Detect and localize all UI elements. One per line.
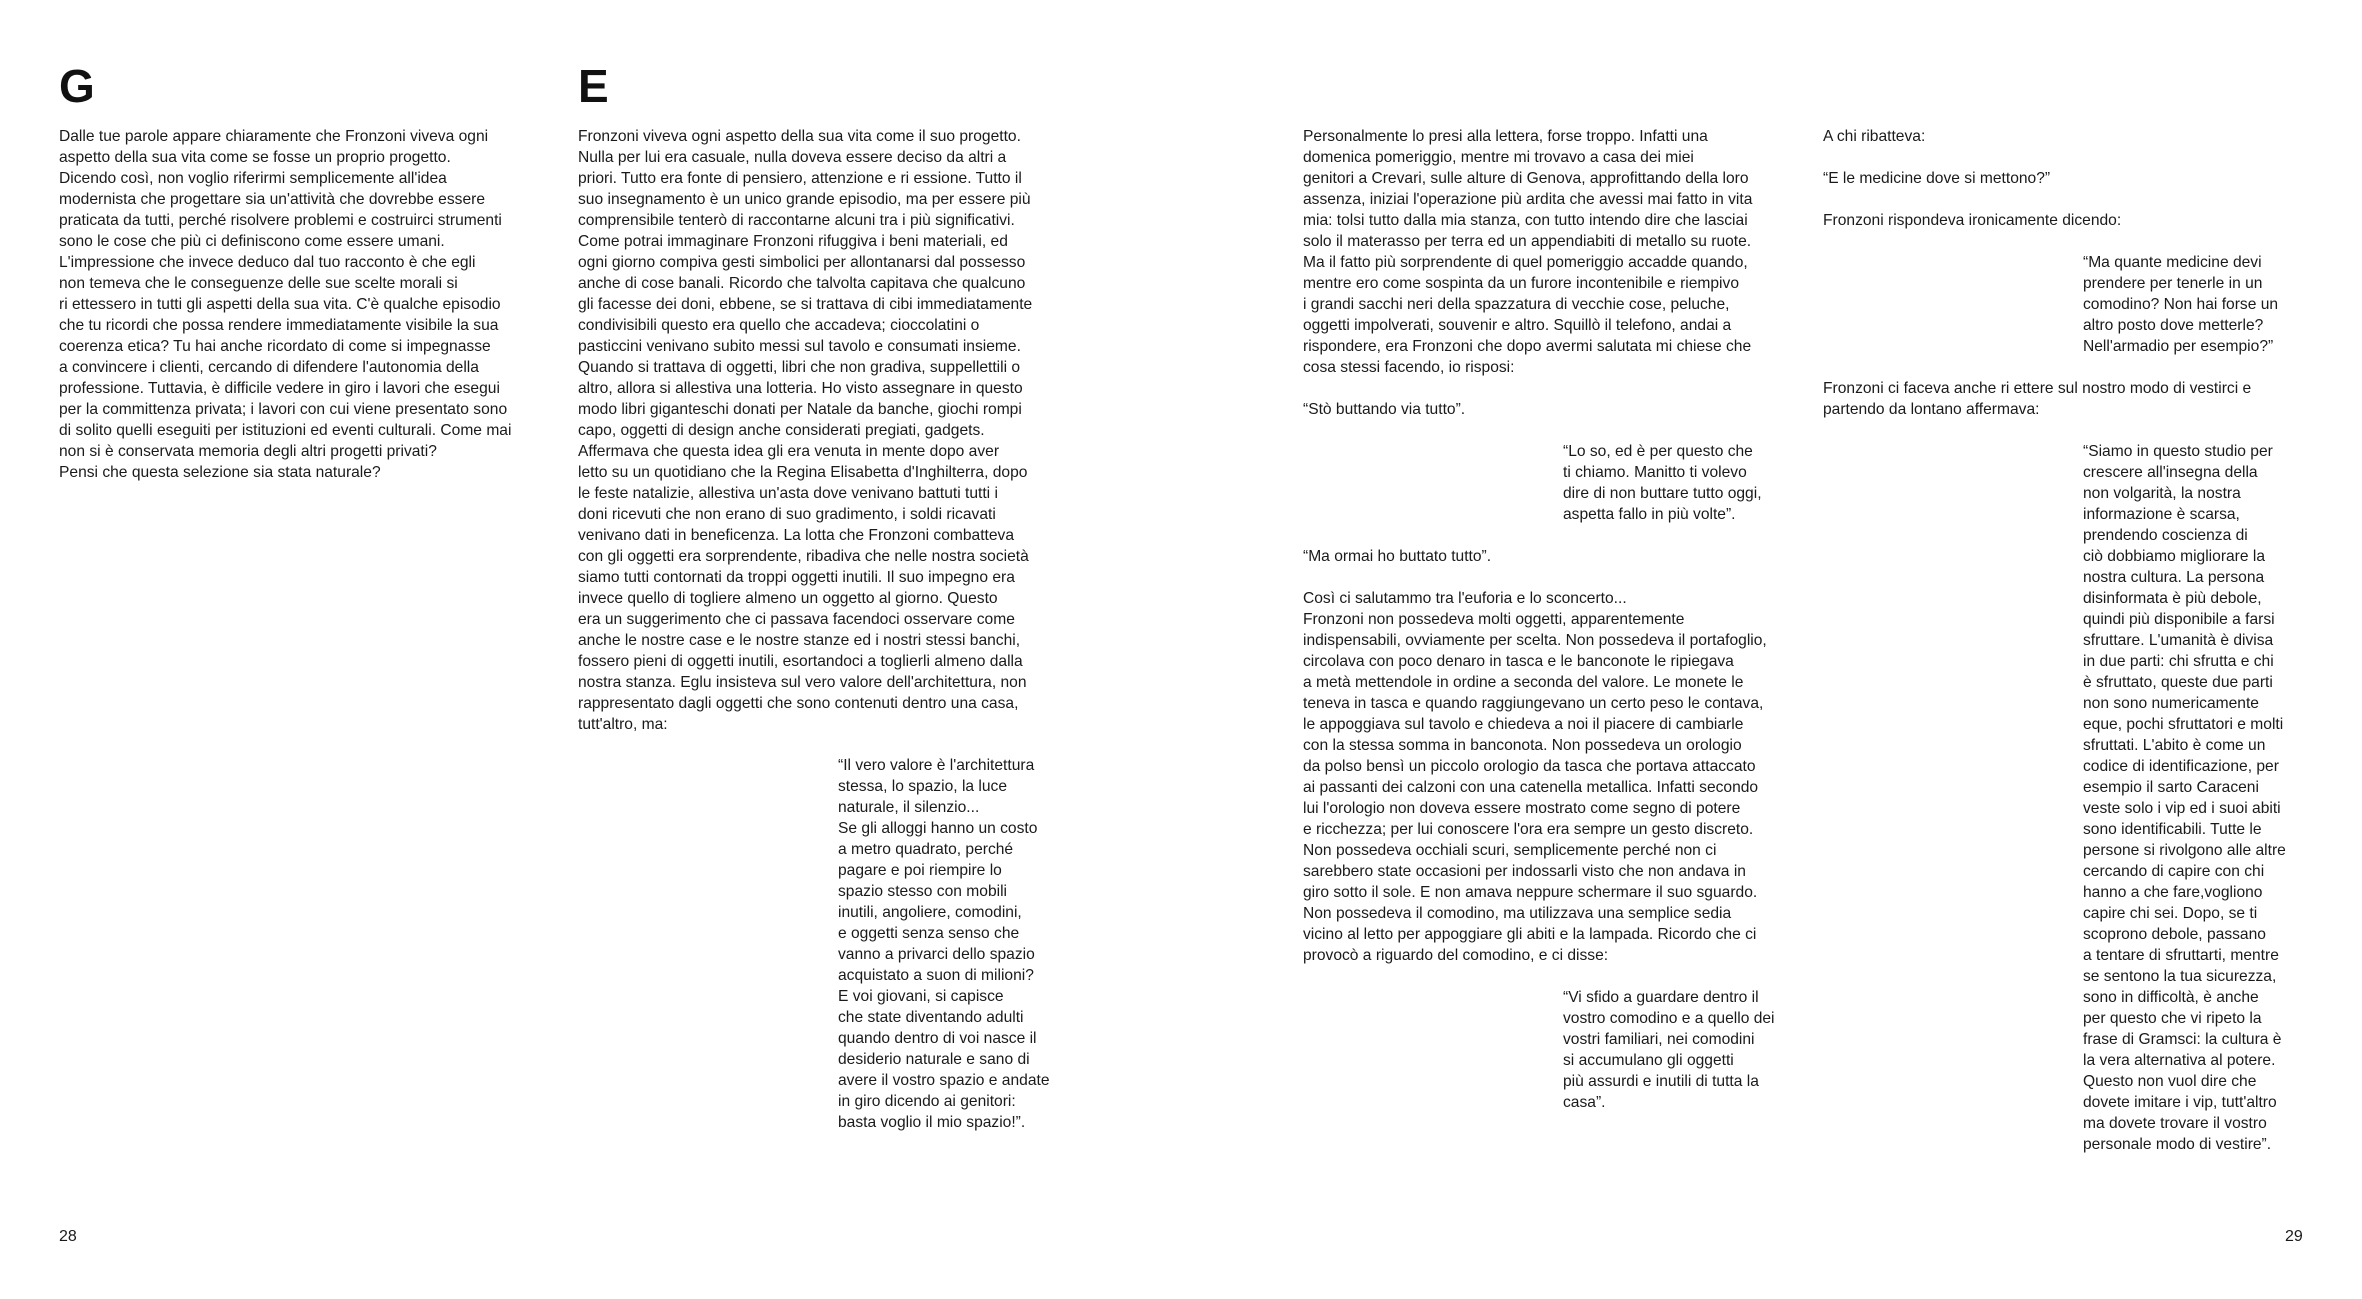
story-column [1303, 126, 1823, 1113]
section-letter-g: G [59, 60, 95, 112]
answer-paragraph: Fronzoni viveva ogni aspetto della sua vita come il suo progetto. Nulla per lui era casuale, nulla doveva essere deciso da altri a priori. Tutto era fonte di pensiero, attenzione e ri essione. Tutto il suo insegnamento è un unico grande episodio, ma per essere più comprensibile tenterò di raccontarne alcuni tra i più significativi. Come potrai immaginare Fronzoni rifuggiva i beni materiali, ed ogni giorno compiva gesti simbolici per allontanarsi dal possesso anche di cose banali. Ricordo che talvolta capitava che qualcuno gli facesse dei doni, ebbene, se si trattava di cibi immediatamente condivisibili questo era quello che accadeva; cioccolatini o pasticcini venivano subito messi sul tavolo e consumati insieme. Quando si trattava di oggetti, libri che non gradiva, suppellettili o altro, allora si allestiva una lotteria. Ho visto assegnare in questo modo libri giganteschi donati per Natale da banche, giochi rompi capo, oggetti di design anche considerati pregiati, gadgets. Affermava che questa idea gli era venuta in mente dopo aver letto su un quotidiano che la Regina Elisabetta d'Inghilterra, dopo le feste natalizie, allestiva un'asta dove venivano battuti tutti i doni ricevuti che non erano di suo gradimento, i soldi ricavati venivano dati in beneficenza. La lotta che Fronzoni combatteva con gli oggetti era sorprendente, ribadiva che nelle nostra società siamo tutti contornati da troppi oggetti inutili. Il suo impegno era invece quello di togliere almeno un oggetto al giorno. Questo era un suggerimento che ci passava facendoci osservare come anche le nostre case e le nostre stanze ed i nostri stessi banchi, fossero pieni di oggetti inutili, esortandoci a toglierli almeno dalla nostra stanza. Eglu insisteva sul vero valore dell'architettura, non rappresentato dagli oggetti che sono contenuti dentro una casa, tutt'altro, ma: [578, 128, 1033, 733]
culture-quote: “Siamo in questo studio per crescere all'insegna della non volgarità, la nostra informazione è scarsa, prendendo coscienza di ciò dobbiamo migliorare la nostra cultura. La persona disinformata è più debole, quindi più disponibile a farsi sfruttare. L'umanità è divisa in due parti: chi sfrutta e chi è sfruttato, queste due parti non sono numericamente eque, pochi sfruttatori e molti sfruttati. L'abito è come un codice di identificazione, per esempio il sarto Caraceni veste solo i vip ed i suoi abiti sono identificabili. Tutte le persone si rivolgono alle altre cercando di capire con chi hanno a che fare,vogliono capire chi sei. Dopo, se ti scoprono debole, passano a tentare di sfruttarti, mentre se sentono la tua sicurezza, sono in difficoltà, è anche per questo che vi ripeto la frase di Gramsci: la cultura è la vera alternativa al potere. Questo non vuol dire che dovete imitare i vip, tutt'altro ma dovete trovare il vostro personale modo di vestire”. [2083, 443, 2286, 1153]
clothing-intro: Fronzoni ci faceva anche ri ettere sul nostro modo di vestirci e partendo da lontano affermava: [1823, 380, 2252, 418]
question-column [59, 126, 569, 483]
phone-quote: “Lo so, ed è per questo che ti chiamo. Manitto ti volevo dire di non buttare tutto oggi, aspetta fallo in più volte”. [1563, 443, 1762, 523]
architecture-quote: “Il vero valore è l'architettura stessa, lo spazio, la luce naturale, il silenzio... Se gli alloggi hanno un costo a metro quadrato, perché pagare e poi riempire lo spazio stesso con mobili inutili, angoliere, comodini, e oggetti senza senso che vanno a privarci dello spazio acquistato a suon di milioni? E voi giovani, si capisce che state diventando adulti quando dentro di voi nasce il desiderio naturale e sano di avere il vostro spazio e andate in giro dicendo ai genitori: basta voglio il mio spazio!”. [838, 757, 1050, 1131]
comodino-quote: “Vi sfido a guardare dentro il vostro comodino e a quello dei vostri familiari, nei comodini si accumulano gli oggetti più assurdi e inutili di tutta la casa”. [1563, 989, 1775, 1111]
question-paragraph: Dalle tue parole appare chiaramente che Fronzoni viveva ogni aspetto della sua vita come se fosse un proprio progetto. Dicendo così, non voglio riferirmi semplicemente all'idea modernista che progettare sia un'attività che dovrebbe essere praticata da tutti, perché risolvere problemi e costruirci strumenti sono le cose che più ci definiscono come essere umani. L'impressione che invece deduco dal tuo racconto è che egli non temeva che le conseguenze delle sue scelte morali si ri ettessero in tutti gli aspetti della sua vita. C'è qualche episodio che tu ricordi che possa rendere immediatamente visibile la sua coerenza etica? Tu hai anche ricordato di come si impegnasse a convincere i clienti, cercando di difendere l'autonomia della professione. Tuttavia, è difficile vedere in giro i lavori che esegui per la committenza privata; i lavori con cui viene presentato sono di solito quelli eseguiti per istituzioni ed eventi culturali. Come mai non si è conservata memoria degli altri progetti privati? Pensi che questa selezione sia stata naturale? [59, 128, 512, 481]
section-letter-e: E [578, 60, 609, 112]
answer-column [578, 126, 1098, 735]
page-number-left: 28 [59, 1228, 77, 1245]
dialogue-intro: A chi ribatteva: [1823, 128, 1926, 145]
medicine-quote: “Ma quante medicine devi prendere per tenerle in un comodino? Non hai forse un altro posto dove metterle? Nell'armadio per esempio?” [2083, 254, 2279, 355]
story-reply-1: “Stò buttando via tutto”. [1303, 401, 1466, 418]
page-number-right: 29 [2285, 1228, 2303, 1245]
story-reply-2: “Ma ormai ho buttato tutto”. [1303, 548, 1492, 565]
story-paragraph-1: Personalmente lo presi alla lettera, forse troppo. Infatti una domenica pomeriggio, mentre mi trovavo a casa dei miei genitori a Crevari, sulle alture di Genova, approfittando della loro assenza, iniziai l'operazione più ardita che avessi mai fatto in vita mia: tolsi tutto dalla mia stanza, con tutto intendo dire che lasciai solo il materasso per terra ed un appendiabiti di metallo su ruote. Ma il fatto più sorprendente di quel pomeriggio accadde quando, mentre ero come sospinta da un furore incontenibile e riempivo i grandi sacchi neri della spazzatura di vecchie cose, peluche, oggetti impolverati, souvenir e altro. Squillò il telefono, andai a rispondere, era Fronzoni che dopo avermi salutata mi chiese che cosa stessi facendo, io risposi: [1303, 128, 1753, 376]
medicine-question: “E le medicine dove si mettono?” [1823, 170, 2051, 187]
ironic-intro: Fronzoni rispondeva ironicamente dicendo: [1823, 212, 2122, 229]
story-paragraph-2: Così ci salutammo tra l'euforia e lo sconcerto... Fronzoni non possedeva molti oggetti, apparentemente indispensabili, ovviamente per scelta. Non possedeva il portafoglio, circolava con poco denaro in tasca e le banconote le ripiegava a metà mettendole in ordine a seconda del valore. Le monete le teneva in tasca e quando raggiungevano un certo peso le contava, le appoggiava sul tavolo e chiedeva a noi il piacere di cambiarle con la stessa somma in banconota. Non possedeva un orologio da polso bensì un piccolo orologio da tasca che portava attaccato ai passanti dei calzoni con una catenella metallica. Infatti secondo lui l'orologio non doveva essere mostrato come segno di potere e ricchezza; per lui conoscere l'ora era sempre un gesto discreto. Non possedeva occhiali scuri, semplicemente perché non ci sarebbero state occasioni per indossarli visto che non andava in giro sotto il sole. E non amava neppure schermare il suo sguardo. Non possedeva il comodino, ma utilizzava una semplice sedia vicino al letto per appoggiare gli abiti e la lampada. Ricordo che ci provocò a riguardo del comodino, e ci disse: [1303, 590, 1767, 964]
dialogue-column [1823, 126, 2303, 1155]
